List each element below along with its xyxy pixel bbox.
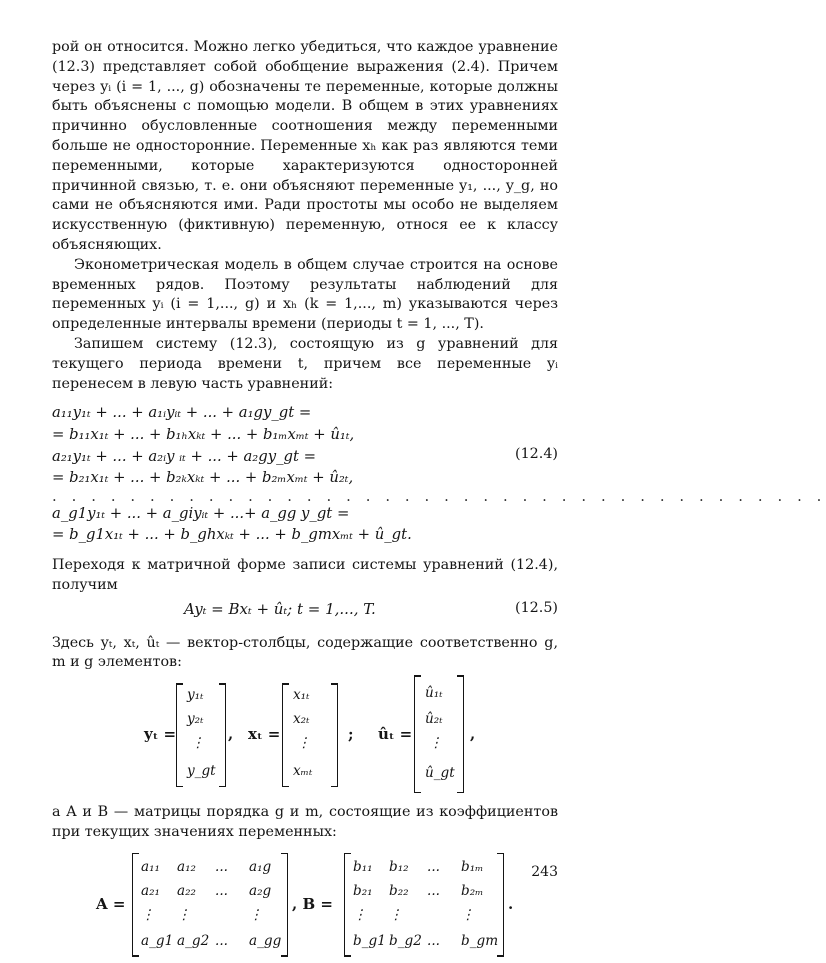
matrix-b-cell: ⋮ bbox=[461, 906, 475, 923]
matrix-a-cell: a_g1 bbox=[141, 932, 174, 949]
vector-y-label: yₜ = bbox=[144, 725, 177, 744]
paragraph-time-series: Эконометрическая модель в общем случае строится на основе временных рядов. Поэтому результаты наблюдений для переменных yᵢ (i = 1,..., g) и xₕ (k = 1,..., m) указываются через определенные интервалы времени (периоды t = 1, ..., T). bbox=[52, 256, 558, 333]
matrix-a-cell: a₂g bbox=[249, 882, 272, 899]
equation-line: a₂₁y₁ₜ + ... + a₂ᵢy ᵢₜ + ... + a₂gy_gt = bbox=[52, 447, 316, 465]
vector-sep: ; bbox=[348, 725, 354, 744]
matrix-b-cell: b₂₂ bbox=[389, 882, 409, 899]
equation-system-12-4 bbox=[52, 402, 826, 546]
matrix-a-cell: a_gg bbox=[249, 932, 282, 949]
paragraph-vectors: Здесь yₜ, xₜ, ûₜ — вектор-столбцы, содержащие соответственно g, m и g элементов: bbox=[52, 634, 558, 671]
matrix-a-cell: ... bbox=[215, 882, 228, 899]
vector-u-cell: û₂ₜ bbox=[425, 711, 443, 728]
matrix-a-cell: a₂₁ bbox=[141, 882, 161, 899]
vector-y-cell: y₂ₜ bbox=[187, 711, 204, 728]
matrix-b-cell: b₂ₘ bbox=[461, 882, 484, 899]
matrix-b bbox=[344, 853, 504, 957]
page-content bbox=[52, 38, 826, 963]
matrix-b-cell: b_gm bbox=[461, 932, 499, 949]
matrix-a-label: A = bbox=[96, 894, 126, 913]
vector-x-label: xₜ = bbox=[248, 725, 281, 744]
equation-12-5 bbox=[52, 596, 558, 624]
vector-y-cell: ⋮ bbox=[191, 735, 205, 752]
vector-end: , bbox=[470, 725, 476, 744]
matrix-a-cell: ⋮ bbox=[177, 906, 191, 923]
matrix-b-cell: b_g2 bbox=[389, 932, 422, 949]
paragraph-matrices: а A и B — матрицы порядка g и m, состоящие из коэффициентов при текущих значениях переменных: bbox=[52, 804, 558, 840]
equation-number: (12.4) bbox=[515, 446, 558, 463]
vector-u bbox=[414, 675, 464, 793]
matrix-b-label: , B = bbox=[292, 894, 333, 913]
matrix-a bbox=[132, 853, 288, 957]
matrix-b-cell: ... bbox=[427, 932, 440, 949]
vector-u-cell: û₁ₜ bbox=[425, 685, 443, 702]
matrix-a-cell: ... bbox=[215, 858, 228, 875]
matrix-a-cell: a₂₂ bbox=[177, 882, 197, 899]
vector-x-cell: xₘₜ bbox=[293, 763, 313, 780]
vector-x-cell: x₁ₜ bbox=[293, 687, 310, 704]
equation-line: = b₁₁x₁ₜ + ... + b₁ₕxₖₜ + ... + b₁ₘxₘₜ + û₁ₜ, bbox=[52, 425, 355, 443]
matrix-a-cell: ... bbox=[215, 932, 228, 949]
matrix-b-cell: b₂₁ bbox=[353, 882, 373, 899]
vector-x-cell: ⋮ bbox=[297, 735, 311, 752]
matrix-b-cell: ... bbox=[427, 882, 440, 899]
equation-ellipsis-row: . . . . . . . . . . . . . . . . . . . . . . . . . . . . . . . . . . . . . . . . bbox=[52, 487, 826, 505]
vector-y-cell: y_gt bbox=[187, 763, 216, 780]
matrix-a-cell: a_g2 bbox=[177, 932, 210, 949]
page-number: 243 bbox=[531, 864, 558, 880]
vector-x-cell: x₂ₜ bbox=[293, 711, 310, 728]
matrix-b-cell: ⋮ bbox=[389, 906, 403, 923]
equation-number: (12.5) bbox=[515, 599, 558, 616]
paragraph-system-intro: Запишем систему (12.3), состоящую из g уравнений для текущего периода времени t, причем все переменные yᵢ перенесем в левую часть уравнений: bbox=[52, 335, 558, 392]
vector-x bbox=[282, 683, 338, 787]
matrix-b-cell: ⋮ bbox=[353, 906, 367, 923]
equation-line: a_g1y₁ₜ + ... + a_giyᵢₜ + ...+ a_gg y_gt = bbox=[52, 504, 350, 522]
paragraph-continuation: рой он относится. Можно легко убедиться, что каждое уравнение (12.3) представляет собой обобщение выражения (2.4). Причем через yᵢ (i = 1, ..., g) обозначены те переменные, которые должны быть объяснены с помощью модели. В общем в этих уравнениях причинно обусловленные соотношения между переменными больше не односторонние. Переменные xₕ как раз являются теми переменными, которые характеризуются односторонней причинной связью, т. е. они объясняют переменные y₁, ..., y_g, но сами не объясняются ими. Ради простоты мы особо не выделяем искусственную (фиктивную) переменную, относя ее к классу объясняющих. bbox=[52, 39, 558, 253]
equation-body: Ayₜ = Bxₜ + ûₜ; t = 1,..., T. bbox=[184, 599, 376, 618]
matrix-a-cell: ⋮ bbox=[249, 906, 263, 923]
matrix-a-cell: a₁g bbox=[249, 858, 272, 875]
vector-u-cell: û_gt bbox=[425, 765, 455, 782]
matrix-b-cell: b₁₁ bbox=[353, 858, 373, 875]
equation-line: = b₂₁x₁ₜ + ... + b₂ₖxₖₜ + ... + b₂ₘxₘₜ + û₂ₜ, bbox=[52, 469, 354, 487]
matrix-b-cell: ... bbox=[427, 858, 440, 875]
equation-line: = b_g1x₁ₜ + ... + b_ghxₖₜ + ... + b_gmxₘₜ + û_gt. bbox=[52, 526, 412, 544]
matrix-end: . bbox=[508, 894, 514, 913]
matrix-a-cell: ⋮ bbox=[141, 906, 155, 923]
matrix-b-cell: b_g1 bbox=[353, 932, 386, 949]
vector-y-cell: y₁ₜ bbox=[187, 687, 204, 704]
equation-line: a₁₁y₁ₜ + ... + a₁ᵢyᵢₜ + ... + a₁gy_gt = bbox=[52, 404, 312, 422]
matrix-a-cell: a₁₂ bbox=[177, 858, 197, 875]
matrix-definitions bbox=[52, 851, 558, 963]
vector-u-cell: ⋮ bbox=[429, 735, 443, 752]
vector-definitions bbox=[52, 681, 558, 793]
vector-y bbox=[176, 683, 226, 787]
matrix-b-cell: b₁₂ bbox=[389, 858, 409, 875]
matrix-b-cell: b₁ₘ bbox=[461, 858, 484, 875]
vector-u-label: ûₜ = bbox=[378, 725, 413, 744]
matrix-a-cell: a₁₁ bbox=[141, 858, 161, 875]
vector-sep: , bbox=[228, 725, 234, 744]
paragraph-matrix-form: Переходя к матричной форме записи системы уравнений (12.4), получим bbox=[52, 556, 558, 593]
